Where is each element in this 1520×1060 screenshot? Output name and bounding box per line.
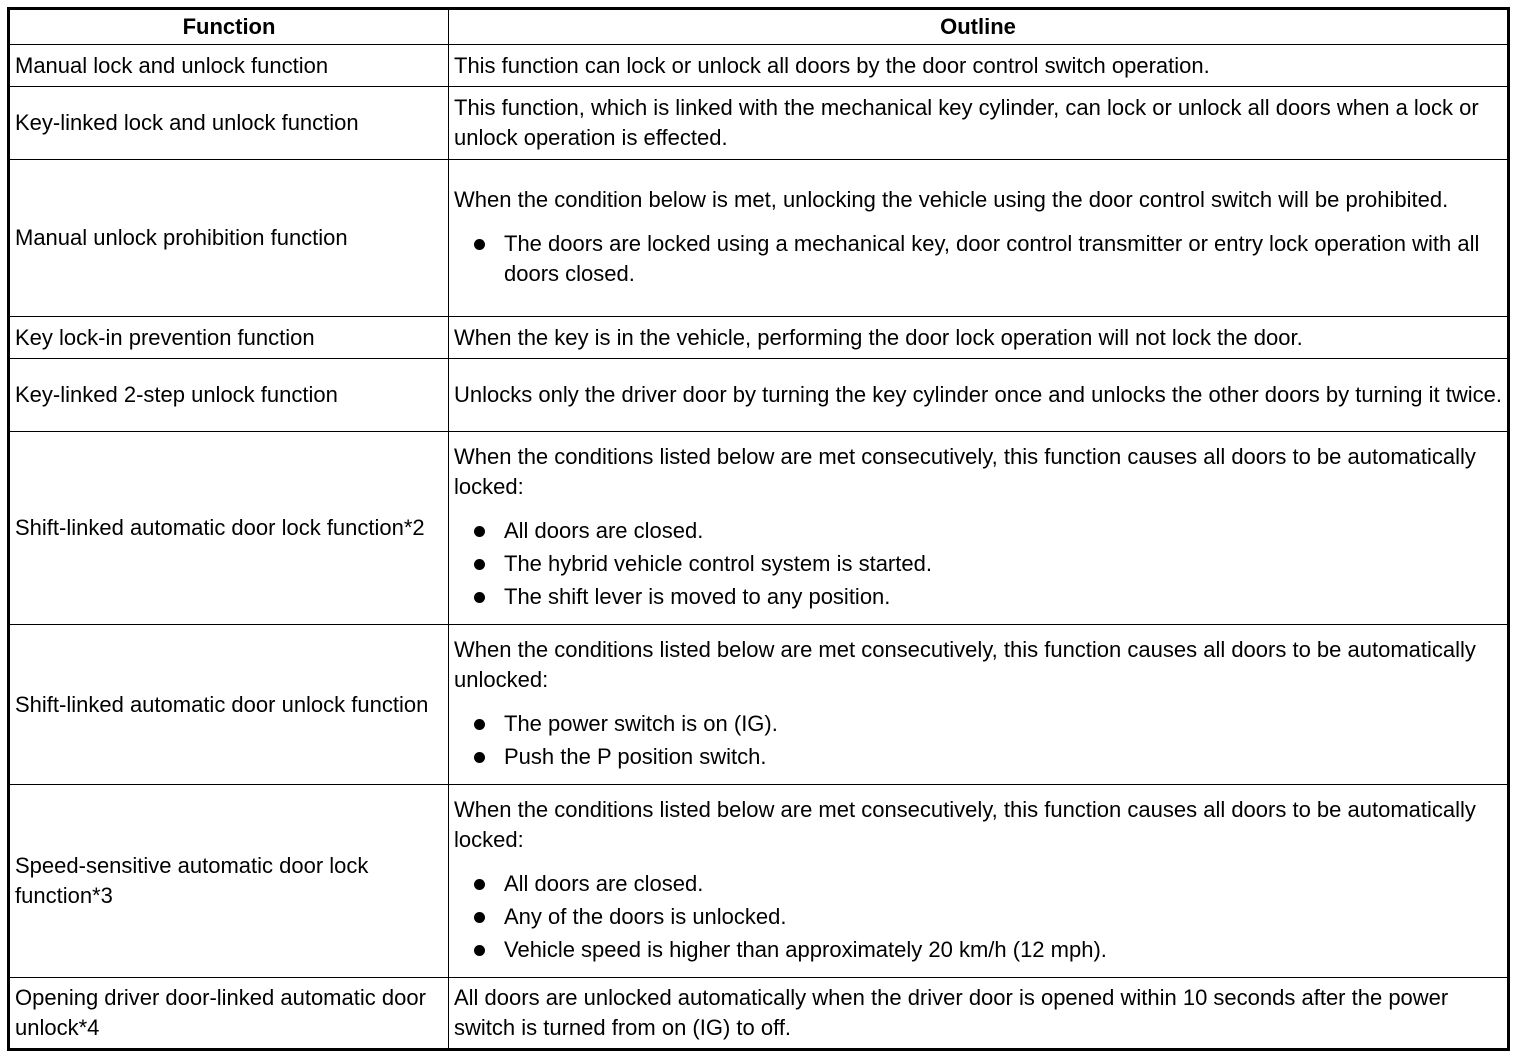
outline-cell xyxy=(449,432,1509,625)
table-row xyxy=(9,87,1509,160)
table-row xyxy=(9,359,1509,432)
condition-text: All doors are closed. xyxy=(504,870,704,896)
outline-cell xyxy=(449,359,1509,432)
bullet-icon xyxy=(474,526,485,537)
list-item xyxy=(454,869,1502,899)
list-item xyxy=(454,516,1502,546)
condition-text: The shift lever is moved to any position. xyxy=(504,583,891,609)
outline-cell xyxy=(449,87,1509,160)
outline-cell xyxy=(449,160,1509,317)
condition-text: Push the P position switch. xyxy=(504,743,767,769)
table-row xyxy=(9,160,1509,317)
function-cell: Manual lock and unlock function xyxy=(9,45,449,87)
list-item xyxy=(454,935,1502,965)
list-item xyxy=(454,549,1502,579)
condition-text: Any of the doors is unlocked. xyxy=(504,903,787,929)
table-row xyxy=(9,785,1509,978)
function-cell: Speed-sensitive automatic door lock function*3 xyxy=(9,785,449,978)
table-row xyxy=(9,432,1509,625)
outline-text: When the condition below is met, unlocking the vehicle using the door control switch will be prohibited. xyxy=(454,186,1449,212)
function-cell: Key lock-in prevention function xyxy=(9,317,449,359)
condition-list xyxy=(454,709,1502,772)
list-item xyxy=(454,709,1502,739)
bullet-icon xyxy=(474,719,485,730)
condition-list xyxy=(454,869,1502,965)
outline-column-header: Outline xyxy=(449,9,1509,45)
bullet-icon xyxy=(474,912,485,923)
header-row xyxy=(9,9,1509,45)
list-item xyxy=(454,902,1502,932)
condition-text: All doors are closed. xyxy=(504,517,704,543)
bullet-icon xyxy=(474,559,485,570)
function-cell: Shift-linked automatic door unlock function xyxy=(9,625,449,785)
outline-text: Unlocks only the driver door by turning the key cylinder once and unlocks the other doors by turning it twice. xyxy=(454,382,1502,407)
bullet-icon xyxy=(474,879,485,890)
function-cell: Key-linked lock and unlock function xyxy=(9,87,449,160)
outline-text: This function can lock or unlock all doors by the door control switch operation. xyxy=(454,52,1210,78)
outline-text: This function, which is linked with the mechanical key cylinder, can lock or unlock all doors when a lock or unlock operation is effected. xyxy=(454,95,1479,150)
function-table xyxy=(7,7,1510,1051)
function-column-header: Function xyxy=(9,9,449,45)
bullet-icon xyxy=(474,752,485,763)
outline-cell xyxy=(449,625,1509,785)
outline-text: When the conditions listed below are met consecutively, this function causes all doors to be automatically locked: xyxy=(454,443,1476,499)
outline-text: When the conditions listed below are met consecutively, this function causes all doors to be automatically unlocked: xyxy=(454,636,1476,692)
outline-cell xyxy=(449,978,1509,1050)
function-cell: Manual unlock prohibition function xyxy=(9,160,449,317)
outline-text: All doors are unlocked automatically when the driver door is opened within 10 seconds after the power switch is turned from on (IG) to off. xyxy=(454,985,1449,1040)
list-item xyxy=(454,582,1502,612)
bullet-icon xyxy=(474,592,485,603)
table-row xyxy=(9,625,1509,785)
table-row xyxy=(9,45,1509,87)
condition-text: The doors are locked using a mechanical key, door control transmitter or entry lock operation with all doors closed. xyxy=(504,230,1480,286)
list-item xyxy=(454,229,1502,289)
table-row xyxy=(9,317,1509,359)
bullet-icon xyxy=(474,945,485,956)
condition-text: The power switch is on (IG). xyxy=(504,710,778,736)
table-row xyxy=(9,978,1509,1050)
outline-text: When the key is in the vehicle, performing the door lock operation will not lock the door. xyxy=(454,324,1303,350)
condition-text: Vehicle speed is higher than approximately 20 km/h (12 mph). xyxy=(504,936,1107,962)
condition-list xyxy=(454,516,1502,612)
outline-cell xyxy=(449,785,1509,978)
condition-list xyxy=(454,229,1502,289)
outline-cell xyxy=(449,45,1509,87)
function-cell: Key-linked 2-step unlock function xyxy=(9,359,449,432)
condition-text: The hybrid vehicle control system is started. xyxy=(504,550,932,576)
outline-text: When the conditions listed below are met consecutively, this function causes all doors to be automatically locked: xyxy=(454,796,1476,852)
bullet-icon xyxy=(474,239,485,250)
outline-cell xyxy=(449,317,1509,359)
function-cell: Shift-linked automatic door lock function*2 xyxy=(9,432,449,625)
list-item xyxy=(454,742,1502,772)
function-cell: Opening driver door-linked automatic door unlock*4 xyxy=(9,978,449,1050)
